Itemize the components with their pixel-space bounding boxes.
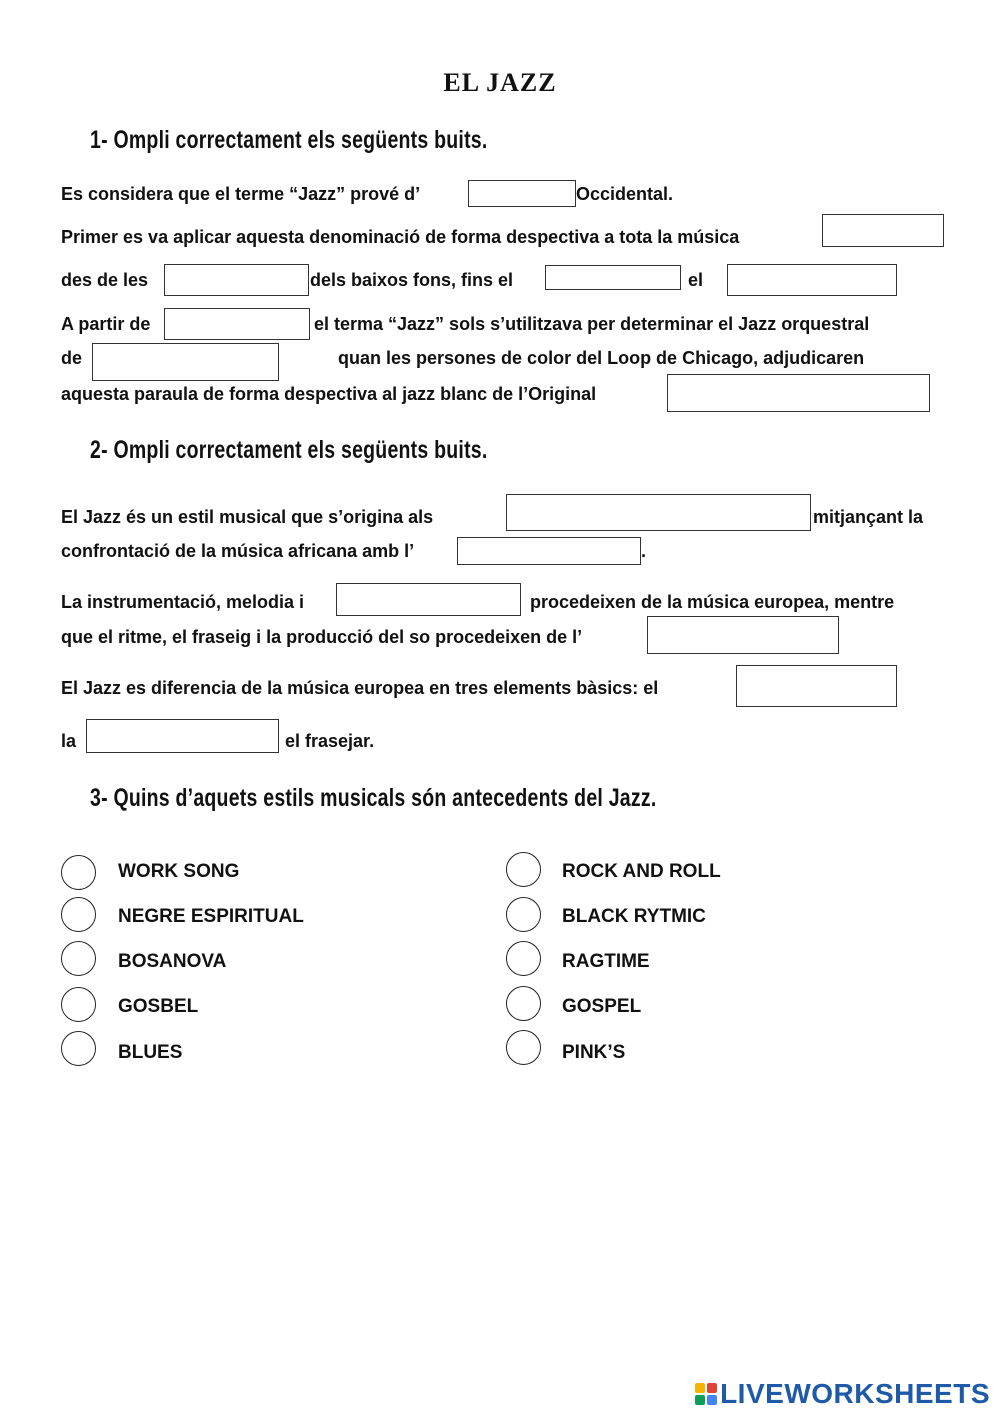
s2-line5-text-a: El Jazz es diferencia de la música europea en tres elements bàsics: el (61, 678, 659, 698)
option-label-work-song: WORK SONG (118, 861, 240, 882)
s2-line1-text-a: El Jazz és un estil musical que s’origina als (61, 507, 434, 527)
option-radio-bosanova[interactable] (61, 941, 96, 976)
option-label-rock-and-roll: ROCK AND ROLL (562, 861, 721, 882)
s1-line6-text-a: aquesta paraula de forma despectiva al jazz blanc de l’Original (61, 384, 597, 404)
option-radio-ragtime[interactable] (506, 941, 541, 976)
s2-blank-1[interactable] (506, 494, 811, 531)
s1-line1-text-b: Occidental. (576, 184, 674, 204)
s1-blank-7[interactable] (92, 343, 279, 381)
option-label-pinks: PINK’S (562, 1042, 626, 1063)
s1-blank-6[interactable] (164, 308, 310, 340)
option-radio-gosbel[interactable] (61, 987, 96, 1022)
s2-blank-5[interactable] (736, 665, 897, 707)
option-label-gospel: GOSPEL (562, 996, 642, 1017)
s1-line4-text-a: A partir de (61, 314, 151, 334)
s1-blank-1[interactable] (468, 180, 576, 207)
s2-blank-6[interactable] (86, 719, 279, 753)
s2-line2-text-b: . (641, 541, 647, 561)
s2-line3-text-b: procedeixen de la música europea, mentre (530, 592, 895, 612)
section-1-heading: 1- Ompli correctament els següents buits. (90, 126, 488, 154)
logo-mark-icon (695, 1383, 717, 1405)
s1-line3-text-c: el (688, 270, 704, 290)
option-radio-negre-espiritual[interactable] (61, 897, 96, 932)
s1-line5-text-b: quan les persones de color del Loop de Chicago, adjudicaren (338, 348, 865, 368)
logo-mark-square (707, 1395, 717, 1405)
section-3-heading: 3- Quins d’aquets estils musicals són antecedents del Jazz. (90, 784, 657, 812)
s1-line4-text-b: el terma “Jazz” sols s’utilitzava per determinar el Jazz orquestral (314, 314, 870, 334)
s1-line3-text-b: dels baixos fons, fins el (310, 270, 514, 290)
option-label-bosanova: BOSANOVA (118, 951, 227, 972)
option-label-gosbel: GOSBEL (118, 996, 199, 1017)
s2-line2-text-a: confrontació de la música africana amb l’ (61, 541, 415, 561)
s2-blank-2[interactable] (457, 537, 641, 565)
option-radio-pinks[interactable] (506, 1030, 541, 1065)
option-radio-gospel[interactable] (506, 986, 541, 1021)
s1-line5-text-a: de (61, 348, 83, 368)
option-radio-work-song[interactable] (61, 855, 96, 890)
s2-line4-text-a: que el ritme, el fraseig i la producció del so procedeixen de l’ (61, 627, 583, 647)
s1-line1-text-a: Es considera que el terme “Jazz” prové d’ (61, 184, 421, 204)
logo-text: LIVEWORKSHEETS (720, 1378, 990, 1409)
s1-blank-4[interactable] (545, 265, 681, 290)
logo-mark-square (695, 1395, 705, 1405)
s1-blank-3[interactable] (164, 264, 309, 296)
s2-blank-3[interactable] (336, 583, 521, 616)
logo-mark-square (707, 1383, 717, 1393)
option-radio-blues[interactable] (61, 1031, 96, 1066)
liveworksheets-logo (695, 1378, 990, 1410)
s2-blank-4[interactable] (647, 616, 839, 654)
logo-mark-square (695, 1383, 705, 1393)
option-label-ragtime: RAGTIME (562, 951, 650, 972)
option-label-black-rytmic: BLACK RYTMIC (562, 906, 706, 927)
s1-line3-text-a: des de les (61, 270, 149, 290)
s2-line3-text-a: La instrumentació, melodia i (61, 592, 305, 612)
option-label-negre-espiritual: NEGRE ESPIRITUAL (118, 906, 304, 927)
page-title: EL JAZZ (443, 68, 557, 97)
option-label-blues: BLUES (118, 1042, 183, 1063)
section-2-heading: 2- Ompli correctament els següents buits. (90, 436, 488, 464)
option-radio-black-rytmic[interactable] (506, 897, 541, 932)
s1-blank-5[interactable] (727, 264, 897, 296)
s1-blank-2[interactable] (822, 214, 944, 247)
s1-line2-text-a: Primer es va aplicar aquesta denominació de forma despectiva a tota la música (61, 227, 740, 247)
s2-line6-text-b: el frasejar. (285, 731, 375, 751)
s2-line6-text-a: la (61, 731, 77, 751)
option-radio-rock-and-roll[interactable] (506, 852, 541, 887)
s1-blank-8[interactable] (667, 374, 930, 412)
s2-line1-text-b: mitjançant la (813, 507, 924, 527)
